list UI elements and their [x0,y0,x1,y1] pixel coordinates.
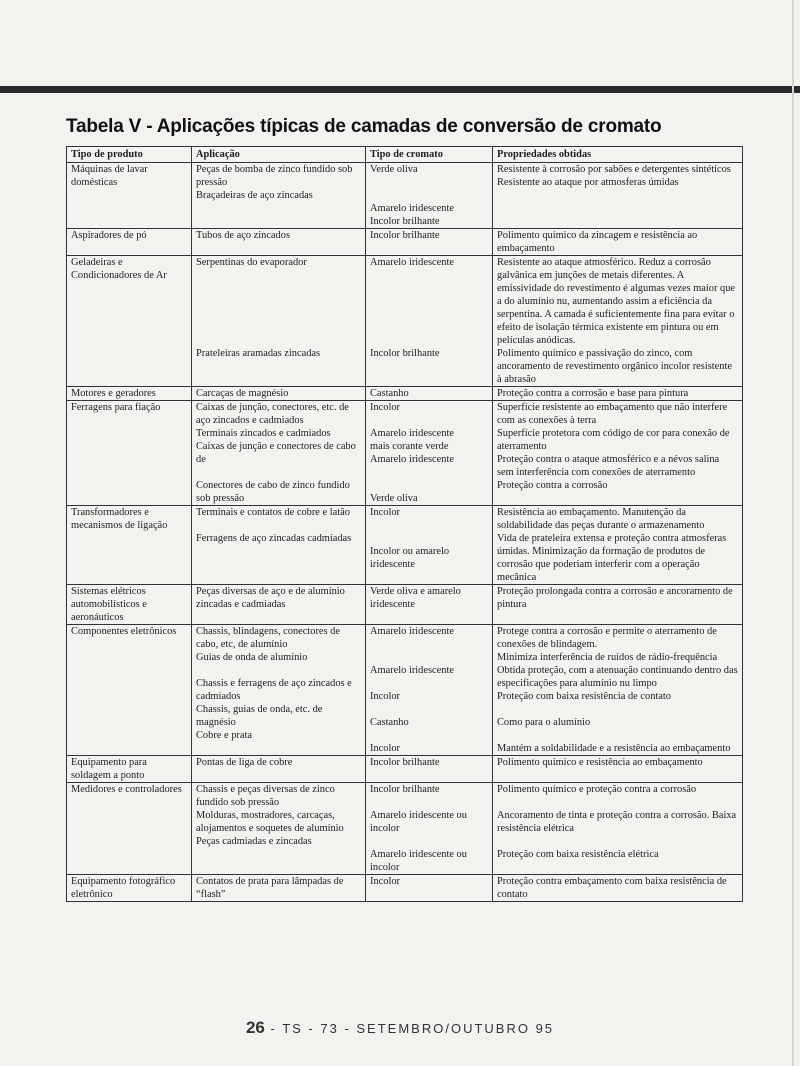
table-row [67,585,743,625]
cell-properties: Proteção prolongada contra a corrosão e ancoramento de pintura [493,585,743,625]
cell-product: Sistemas elétricos automobilísticos e aeronáuticos [67,585,192,625]
cell-product: Transformadores e mecanismos de ligação [67,506,192,585]
table-row [67,875,743,902]
cell-application: Serpentinas do evaporador Prateleiras aramadas zincadas [192,256,366,387]
cell-application: Carcaças de magnésio [192,387,366,401]
page-footer [0,1018,800,1038]
cell-product: Máquinas de lavar domésticas [67,163,192,229]
table-row [67,756,743,783]
cell-properties: Superfície resistente ao embaçamento que não interfere com as conexões à terra Superfície protetora com código de cor para conexão de aterramento Proteção contra o ataque atmosférico e a névos salina sem interferência com conexões de aterramento Proteção contra a corrosão [493,401,743,506]
cell-properties: Resistente à corrosão por sabões e detergentes sintéticos Resistente ao ataque por atmosferas úmidas [493,163,743,229]
cell-application: Terminais e contatos de cobre e latão Ferragens de aço zincadas cadmiadas [192,506,366,585]
cell-properties: Polimento químico e proteção contra a corrosão Ancoramento de tinta e proteção contra a corrosão. Baixa resistência elétrica Proteção com baixa resistência elétrica [493,783,743,875]
cell-application: Caixas de junção, conectores, etc. de aço zincados e cadmiados Terminais zincados e cadmiados Caixas de junção e conectores de cabo de Conectores de cabo de zinco fundido sob pressão [192,401,366,506]
table-row [67,387,743,401]
cell-product: Motores e geradores [67,387,192,401]
cell-application: Pontas de liga de cobre [192,756,366,783]
cell-application: Chassis, blindagens, conectores de cabo, etc, de alumínio Guias de onda de alumínio Chassis e ferragens de aço zincados e cadmiados Chassis, guias de onda, etc. de magnésio Cobre e prata [192,625,366,756]
table-row [67,783,743,875]
cell-product: Equipamento fotográfico eletrônico [67,875,192,902]
cell-product: Componentes eletrônicos [67,625,192,756]
cell-product: Medidores e controladores [67,783,192,875]
cell-application: Chassis e peças diversas de zinco fundido sob pressão Molduras, mostradores, carcaças, alojamentos e soquetes de alumínio Peças cadmiadas e zincadas [192,783,366,875]
cell-chromate: Castanho [366,387,493,401]
table-row [67,256,743,387]
cell-chromate: Incolor brilhante Amarelo iridescente ou incolor Amarelo iridescente ou incolor [366,783,493,875]
cell-application: Peças de bomba de zinco fundido sob pressão Braçadeiras de aço zincadas [192,163,366,229]
cell-chromate: Amarelo iridescente Amarelo iridescente Incolor Castanho Incolor [366,625,493,756]
header-properties: Propriedades obtidas [493,147,743,163]
table-title: Tabela V - Aplicações típicas de camadas de conversão de cromato [66,116,662,137]
chromate-table [66,146,743,902]
cell-properties: Proteção contra a corrosão e base para pintura [493,387,743,401]
cell-properties: Resistência ao embaçamento. Manutenção da soldabilidade das peças durante o armazenamento Vida de prateleira extensa e proteção contra atmosferas úmidas. Minimização da formação de produtos de corrosão que poderiam interferir com a operação mecânica [493,506,743,585]
header-application: Aplicação [192,147,366,163]
cell-chromate: Incolor [366,875,493,902]
header-product: Tipo de produto [67,147,192,163]
cell-product: Aspiradores de pó [67,229,192,256]
cell-chromate: Verde oliva e amarelo iridescente [366,585,493,625]
cell-chromate: Incolor Amarelo iridescente mais corante verde Amarelo iridescente Verde oliva [366,401,493,506]
header-chromate: Tipo de cromato [366,147,493,163]
cell-properties: Polimento químico e resistência ao embaçamento [493,756,743,783]
table-row [67,506,743,585]
cell-product: Ferragens para fiação [67,401,192,506]
cell-properties: Protege contra a corrosão e permite o aterramento de conexões de blindagem. Minimiza interferência de ruídos de rádio-frequência Obtida proteção, com a atenuação continuando dentro das especificações para alumínio nu limpo Proteção com baixa resistência de contato Como para o alumínio Mantém a soldabilidade e a resistência ao embaçamento [493,625,743,756]
cell-properties: Resistente ao ataque atmosférico. Reduz a corrosão galvânica em junções de metais diferentes. A emissividade do revestimento é algumas vezes maior que a do alumínio nu, aumentando assim a eficiência da serpentina. A camada é suficientemente fina para evitar o efeito de isolação térmica existente em pintura ou em películas anódicas. Polimento químico e passivação do zinco, com ancoramento de revestimento orgânico incolor resistente à abrasão [493,256,743,387]
cell-application: Tubos de aço zincados [192,229,366,256]
cell-product: Geladeiras e Condicionadores de Ar [67,256,192,387]
table-row [67,625,743,756]
header-rule [0,86,800,93]
cell-product: Equipamento para soldagem a ponto [67,756,192,783]
issue-info: - TS - 73 - SETEMBRO/OUTUBRO 95 [264,1021,555,1036]
cell-chromate: Incolor brilhante [366,229,493,256]
table-row [67,229,743,256]
cell-application: Peças diversas de aço e de alumínio zincadas e cadmiadas [192,585,366,625]
table-row [67,401,743,506]
cell-chromate: Verde oliva Amarelo iridescente Incolor brilhante [366,163,493,229]
cell-chromate: Incolor Incolor ou amarelo iridescente [366,506,493,585]
table-header-row [67,147,743,163]
cell-properties: Polimento químico da zincagem e resistência ao embaçamento [493,229,743,256]
page-edge [792,0,794,1066]
table-row [67,163,743,229]
cell-properties: Proteção contra embaçamento com baixa resistência de contato [493,875,743,902]
cell-application: Contatos de prata para lâmpadas de “flash” [192,875,366,902]
page-number: 26 [245,1018,265,1037]
cell-chromate: Amarelo iridescente Incolor brilhante [366,256,493,387]
cell-chromate: Incolor brilhante [366,756,493,783]
